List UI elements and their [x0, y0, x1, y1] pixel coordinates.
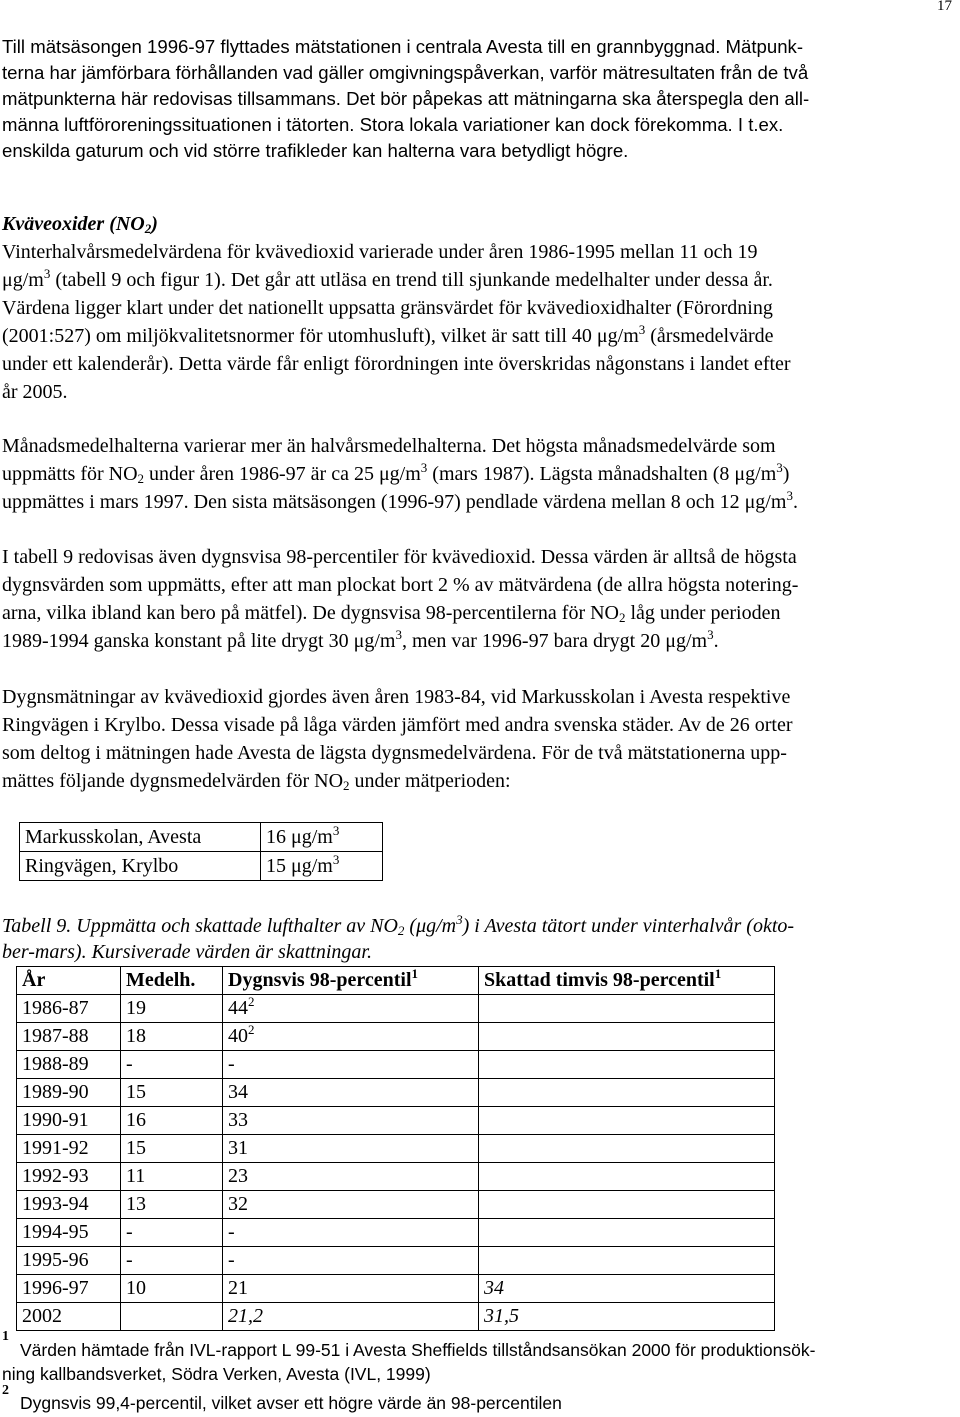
footnote-mark: 2: [2, 1383, 9, 1398]
table-cell: Markusskolan, Avesta: [20, 823, 261, 852]
table-body: [17, 995, 775, 1331]
superscript: 3: [43, 266, 51, 281]
table-cell: [223, 1107, 479, 1135]
column-header: [17, 967, 121, 995]
cell-text: 15: [126, 1081, 146, 1103]
cell-text: 1989-90: [22, 1081, 89, 1103]
heading-close: ): [151, 213, 158, 235]
table-cell: [121, 1079, 223, 1107]
table-row: [17, 1219, 775, 1247]
cell-text: 40: [228, 1025, 248, 1047]
table-row: [17, 1135, 775, 1163]
heading-text: Kväveoxider (NO: [2, 213, 145, 235]
text-line: [2, 768, 511, 794]
text-run: under åren 1986-97 är ca 25 μg/m: [144, 463, 421, 485]
table-cell: [479, 1247, 775, 1275]
text-run: Tabell 9. Uppmätta och skattade lufthalter av NO: [2, 915, 398, 937]
table-cell: [479, 1191, 775, 1219]
cell-text: -: [126, 1053, 133, 1075]
footnote-line: ning kallbandsverket, Södra Verken, Avesta (IVL, 1999): [2, 1364, 431, 1384]
header-text: Medelh.: [126, 969, 196, 991]
text-run: (μg/m: [404, 915, 457, 937]
text-run: (2001:527) om miljökvalitetsnormer för utomhusluft), vilket är satt till 40 μg/m: [2, 325, 639, 347]
cell-text: 1995-96: [22, 1249, 89, 1271]
footnote-line: Värden hämtade från IVL-rapport L 99-51 i Avesta Sheffields tillståndsansökan 2000 för produktionsök-: [20, 1340, 816, 1360]
table-cell: [479, 1051, 775, 1079]
cell-text: 1991-92: [22, 1137, 89, 1159]
intro-line: mätpunkterna här redovisas tillsammans. Det bör påpekas att mätningarna ska återspegla den all-: [2, 88, 810, 109]
table-cell: [121, 995, 223, 1023]
table-cell: [17, 1107, 121, 1135]
column-header: [121, 967, 223, 995]
table-cell: [223, 1247, 479, 1275]
cell-text: 11: [126, 1165, 146, 1187]
table-cell: [17, 1303, 121, 1331]
table-row: [17, 1107, 775, 1135]
superscript: 3: [776, 460, 783, 475]
superscript: 3: [707, 627, 714, 642]
section-heading: [2, 211, 158, 237]
table-cell: [479, 995, 775, 1023]
superscript: 3: [395, 627, 402, 642]
table-row: [17, 1079, 775, 1107]
table-cell: [223, 1219, 479, 1247]
cell-text: 16 μg/m: [266, 825, 333, 848]
footnote-line: Dygnsvis 99,4-percentil, vilket avser ett högre värde än 98-percentilen: [20, 1393, 562, 1413]
superscript: 3: [456, 912, 463, 927]
cell-text: 34: [228, 1081, 248, 1103]
table-cell: [223, 1051, 479, 1079]
footnote-mark: 1: [2, 1329, 9, 1344]
table-cell: [121, 1275, 223, 1303]
text-run: (mars 1987). Lägsta månadshalten (8 μg/m: [427, 463, 777, 485]
caption-line: [2, 913, 794, 939]
header-text: Skattad timvis 98-percentil: [484, 969, 715, 991]
text-line: år 2005.: [2, 381, 68, 403]
cell-text: 23: [228, 1165, 248, 1187]
text-line: Ringvägen i Krylbo. Dessa visade på låga värden jämfört med andra svenska städer. Av de 26 orter: [2, 714, 793, 736]
cell-text: 1994-95: [22, 1221, 89, 1243]
page-number: 17: [937, 0, 952, 14]
cell-text: 31: [228, 1137, 248, 1159]
table-cell: [223, 1191, 479, 1219]
table-cell: [121, 1135, 223, 1163]
table-cell: [223, 1303, 479, 1331]
superscript: 3: [786, 488, 793, 503]
text-run: uppmättes i mars 1997. Den sista mätsäsongen (1996-97) pendlade värdena mellan 8 och 12 μg/m: [2, 491, 787, 513]
cell-text: -: [228, 1053, 235, 1075]
table-cell: [17, 1051, 121, 1079]
cell-text: -: [126, 1221, 133, 1243]
text-run: ): [782, 463, 790, 485]
text-line: Värdena ligger klart under det nationellt uppsatta gränsvärdet för kvävedioxidhalter (Förordning: [2, 297, 773, 319]
superscript: 3: [332, 851, 340, 867]
text-run: (årsmedelvärde: [645, 325, 774, 347]
table-cell: [121, 1191, 223, 1219]
text-run: , men var 1996-97 bara drygt 20 μg/m: [401, 630, 708, 652]
table-cell: [479, 1107, 775, 1135]
intro-line: männa luftföroreningssituationen i tätorten. Stora lokala variationer kan dock förekomma. I t.ex.: [2, 114, 784, 135]
text-run: (tabell 9 och figur 1). Det går att utläsa en trend till sjunkande medelhalter under dessa år.: [50, 269, 773, 291]
cell-text: -: [228, 1221, 235, 1243]
table-cell: [479, 1303, 775, 1331]
header-text: År: [22, 969, 46, 991]
cell-text: 21: [228, 1277, 248, 1299]
cell-text: 33: [228, 1109, 248, 1131]
text-run: ) i Avesta tätort under vinterhalvår (okto-: [462, 915, 795, 937]
header-text: Dygnsvis 98-percentil: [228, 969, 412, 991]
table-cell: [223, 1079, 479, 1107]
table-cell: [17, 1191, 121, 1219]
text-line: [2, 628, 719, 654]
cell-text: -: [126, 1249, 133, 1271]
text-run: .: [713, 630, 719, 652]
table-cell: [17, 1023, 121, 1051]
text-line: [2, 267, 773, 293]
cell-text: 13: [126, 1193, 146, 1215]
table-cell: [121, 1051, 223, 1079]
cell-text: 1992-93: [22, 1165, 89, 1187]
cell-text: 10: [126, 1277, 146, 1299]
cell-text: 1990-91: [22, 1109, 89, 1131]
caption-line: ber-mars). Kursiverade värden är skattningar.: [2, 941, 372, 963]
superscript: 3: [332, 822, 340, 838]
subscript: 2: [343, 778, 350, 793]
cell-text: 15 μg/m: [266, 854, 333, 877]
text-line: I tabell 9 redovisas även dygnsvisa 98-percentiler för kvävedioxid. Dessa värden är alltså de högsta: [2, 546, 797, 568]
cell-text: 1988-89: [22, 1053, 89, 1075]
text-run: uppmätts för NO: [2, 463, 138, 485]
text-run: μg/m: [2, 269, 44, 291]
table-cell: [121, 1219, 223, 1247]
intro-line: enskilda gaturum och vid större trafikleder kan halterna vara betydligt högre.: [2, 140, 629, 161]
table-cell: [121, 1023, 223, 1051]
table-row: [17, 1023, 775, 1051]
table-cell: [17, 1219, 121, 1247]
column-header: [223, 967, 479, 995]
superscript: 3: [638, 322, 646, 337]
table-row: [17, 1191, 775, 1219]
cell-text: 19: [126, 997, 146, 1019]
table-row: [17, 1275, 775, 1303]
cell-text: 2002: [22, 1305, 62, 1327]
text-line: Månadsmedelhalterna varierar mer än halvårsmedelhalterna. Det högsta månadsmedelvärde som: [2, 435, 776, 457]
table-cell: Ringvägen, Krylbo: [20, 852, 261, 881]
table-cell: [121, 1247, 223, 1275]
intro-line: terna har jämförbara förhållanden vad gäller omgivningspåverkan, varför mätresultaten från de två: [2, 62, 809, 83]
cell-text: 15: [126, 1137, 146, 1159]
text-run: under mätperioden:: [349, 770, 511, 792]
cell-text: 34: [484, 1277, 504, 1299]
cell-text: 16: [126, 1109, 146, 1131]
text-line: [2, 461, 789, 487]
superscript: 1: [411, 966, 419, 981]
station-values-table: [19, 822, 383, 881]
text-line: [2, 323, 774, 349]
table-cell: [17, 1135, 121, 1163]
subscript: 2: [619, 610, 626, 625]
no2-data-table: [16, 966, 775, 1331]
column-header: [479, 967, 775, 995]
subscript: 2: [137, 471, 145, 486]
cell-text: 1987-88: [22, 1025, 89, 1047]
table-row: [20, 852, 383, 881]
table-cell: [223, 1275, 479, 1303]
table-cell: [17, 1275, 121, 1303]
table-cell: [223, 995, 479, 1023]
cell-text: 32: [228, 1193, 248, 1215]
intro-line: Till mätsäsongen 1996-97 flyttades mätstationen i centrala Avesta till en grannbyggnad. Mätpunk-: [2, 36, 804, 57]
table-cell: [261, 852, 383, 881]
table-cell: [479, 1275, 775, 1303]
text-line: [2, 600, 780, 626]
table-cell: [479, 1135, 775, 1163]
table-cell: [121, 1163, 223, 1191]
text-line: som deltog i mätningen hade Avesta de lägsta dygnsmedelvärdena. För de två mätstationerna upp-: [2, 742, 787, 764]
superscript: 2: [248, 1022, 255, 1037]
text-line: [2, 489, 798, 515]
text-run: låg under perioden: [625, 602, 781, 624]
cell-text: 1996-97: [22, 1277, 89, 1299]
text-line: dygnsvärden som uppmätts, efter att man plockat bort 2 % av mätvärdena (de allra högsta notering-: [2, 574, 799, 596]
table-row: [17, 1247, 775, 1275]
table-cell: [17, 1079, 121, 1107]
cell-text: 18: [126, 1025, 146, 1047]
table-row: [20, 823, 383, 852]
table-cell: [479, 1079, 775, 1107]
superscript: 1: [714, 966, 722, 981]
table-cell: [121, 1107, 223, 1135]
cell-text: 31,5: [484, 1305, 519, 1327]
table-cell: [479, 1219, 775, 1247]
table-cell: [223, 1023, 479, 1051]
text-line: under ett kalenderår). Detta värde får enligt förordningen inte överskridas någonstans i landet efter: [2, 353, 791, 375]
text-line: Vinterhalvårsmedelvärdena för kvävedioxid varierade under åren 1986-1995 mellan 11 och 19: [2, 241, 758, 263]
table-row: [17, 1051, 775, 1079]
table-row: [17, 1303, 775, 1331]
cell-text: 44: [228, 997, 248, 1019]
table-cell: [479, 1163, 775, 1191]
table-cell: [17, 1247, 121, 1275]
table-cell: [17, 995, 121, 1023]
superscript: 3: [420, 460, 428, 475]
text-run: 1989-1994 ganska konstant på lite drygt 30 μg/m: [2, 630, 396, 652]
table-row: [17, 995, 775, 1023]
heading-subscript: 2: [144, 221, 152, 236]
table-row: [17, 1163, 775, 1191]
cell-text: 21,2: [228, 1305, 263, 1327]
cell-text: 1993-94: [22, 1193, 89, 1215]
cell-text: -: [228, 1249, 235, 1271]
cell-text: 1986-87: [22, 997, 89, 1019]
text-run: .: [792, 491, 798, 513]
table-cell: [479, 1023, 775, 1051]
subscript: 2: [397, 923, 405, 938]
table-cell: [223, 1163, 479, 1191]
table-header-row: [17, 967, 775, 995]
superscript: 2: [248, 994, 255, 1009]
text-line: Dygnsmätningar av kvävedioxid gjordes även åren 1983-84, vid Markusskolan i Avesta respektive: [2, 686, 791, 708]
table-cell: [121, 1303, 223, 1331]
table-cell: [17, 1163, 121, 1191]
text-run: arna, vilka ibland kan bero på mätfel). De dygnsvisa 98-percentilerna för NO: [2, 602, 619, 624]
table-cell: [223, 1135, 479, 1163]
table-cell: [261, 823, 383, 852]
text-run: mättes följande dygnsmedelvärden för NO: [2, 770, 344, 792]
